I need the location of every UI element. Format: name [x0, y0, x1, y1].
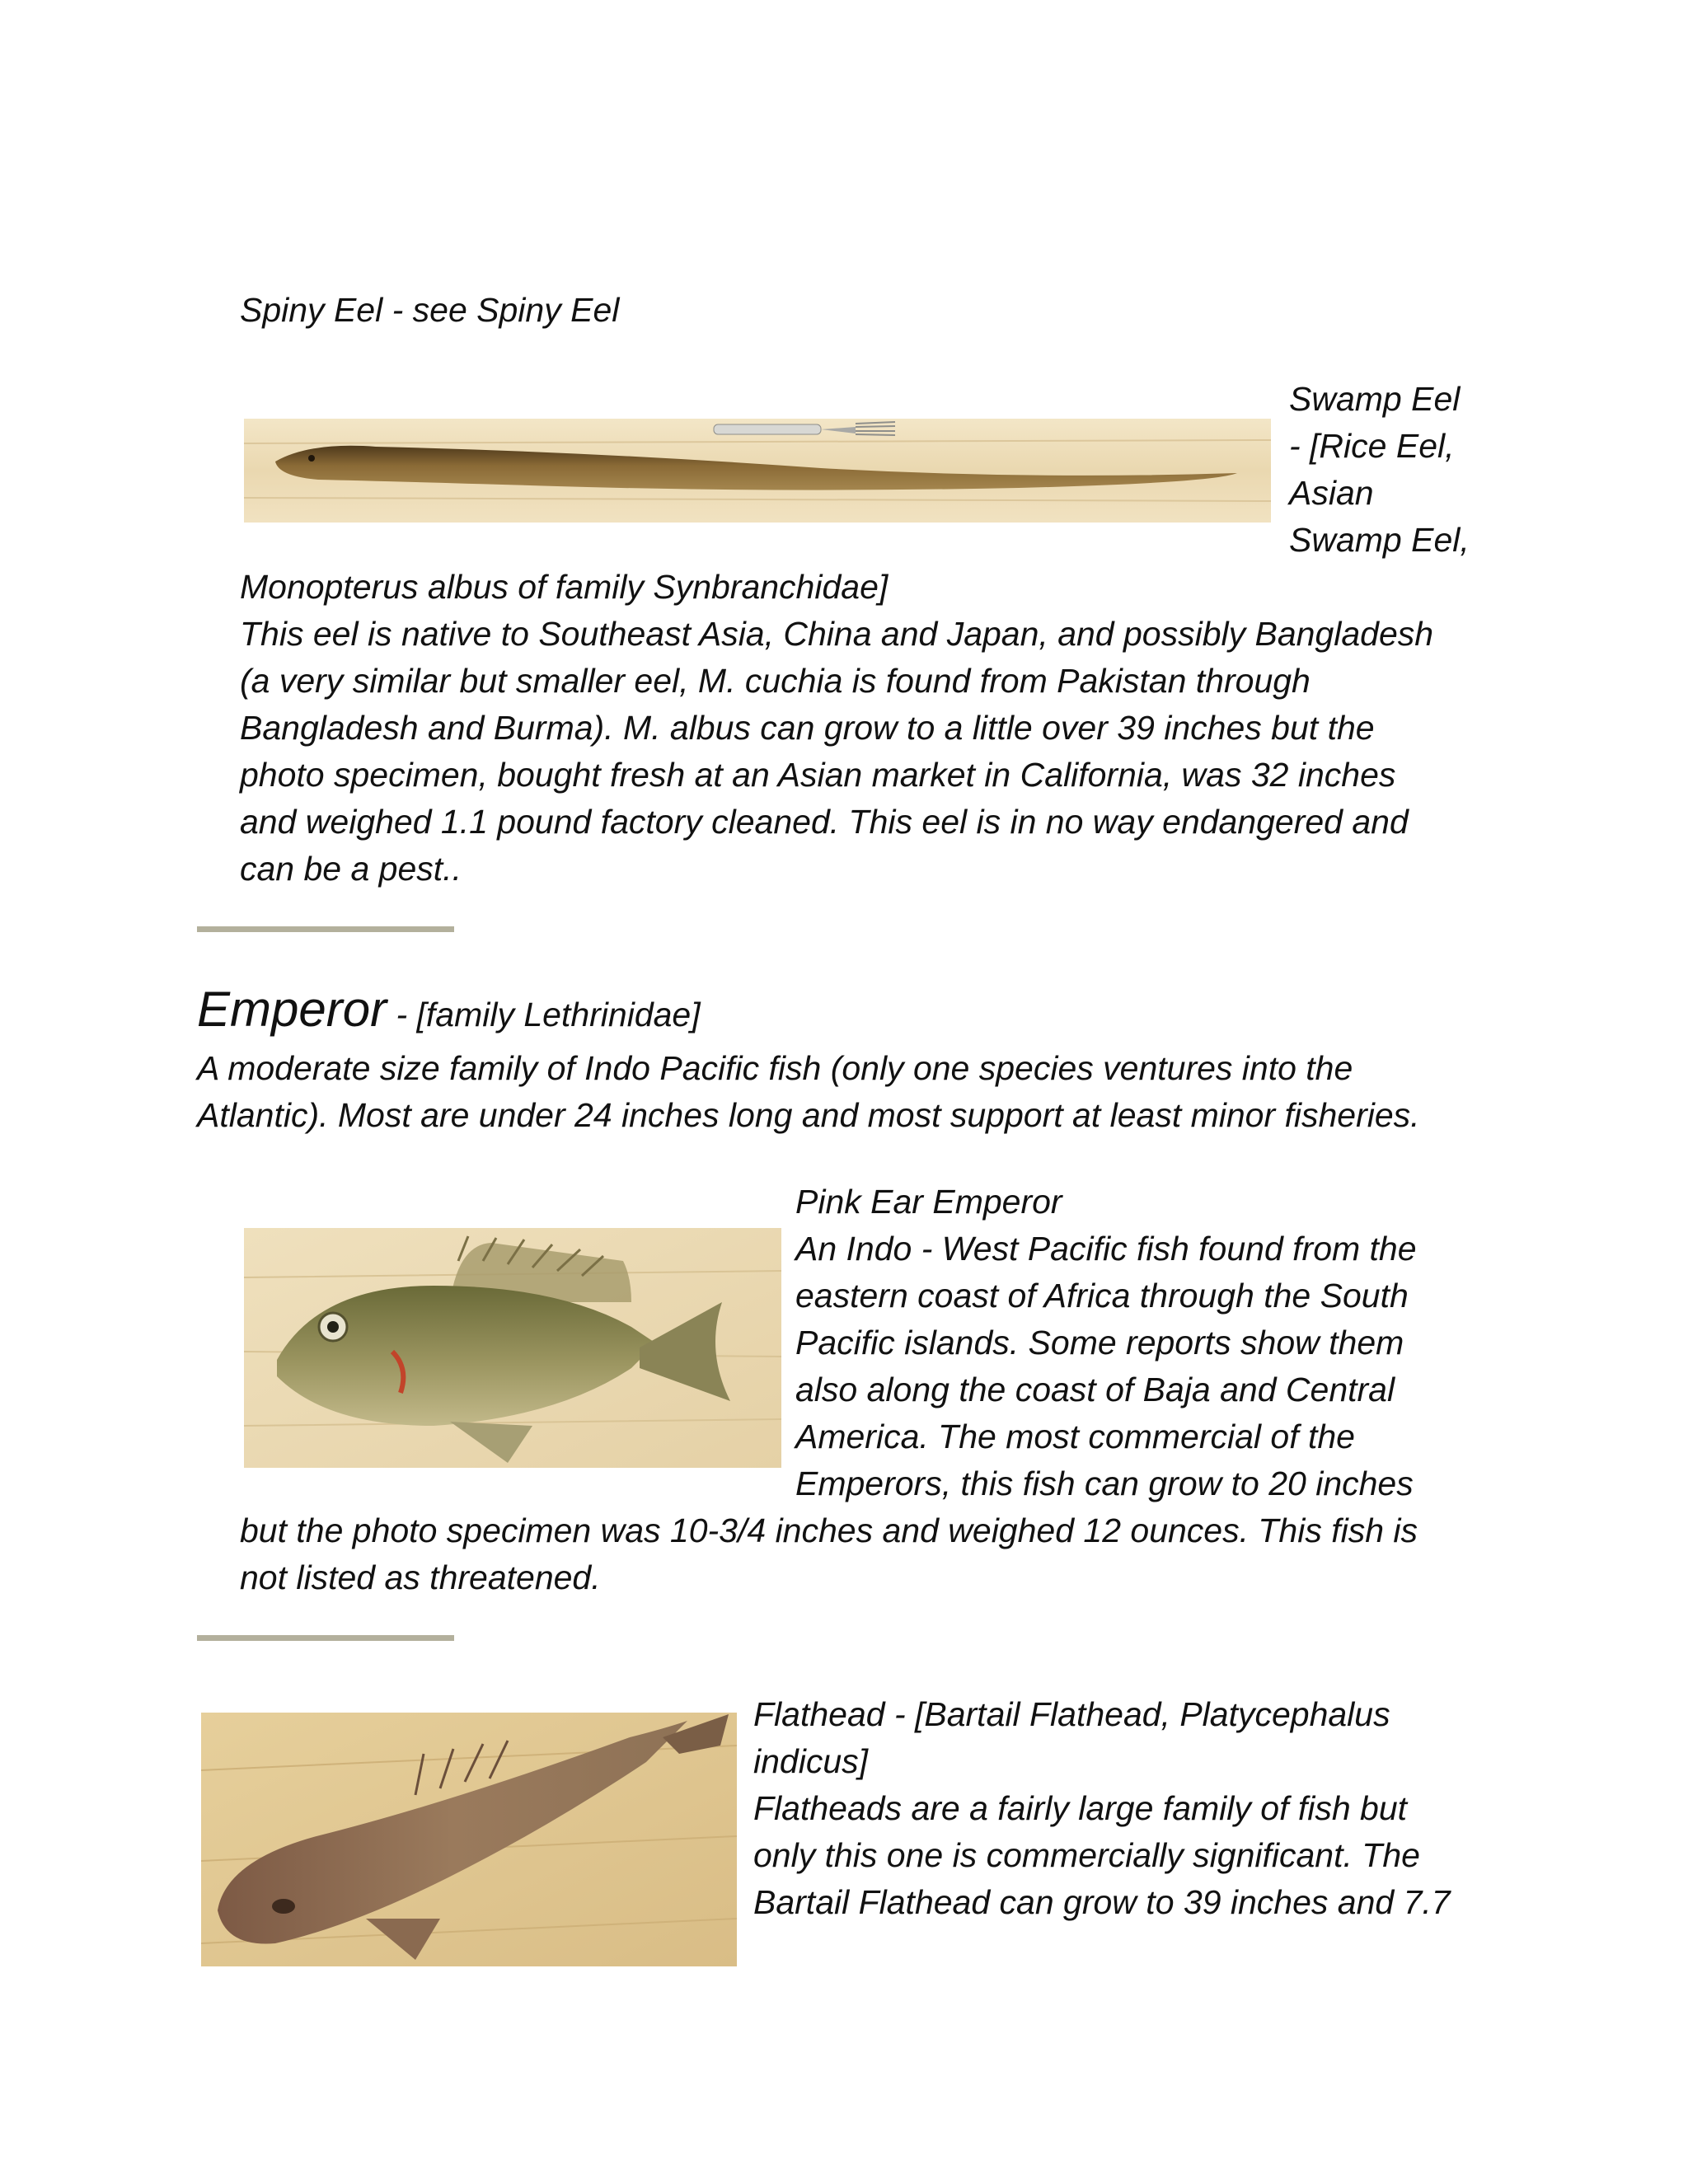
swamp-eel-body-line: can be a pest..	[240, 850, 462, 888]
flathead-caption-line: only this one is commercially significant. The	[753, 1836, 1420, 1874]
pink-ear-emperor-photo	[244, 1228, 781, 1468]
pink-ear-body-line: not listed as threatened.	[240, 1558, 601, 1596]
swamp-eel-photo	[244, 419, 1271, 523]
emperor-family: - [family Lethrinidae]	[387, 996, 701, 1033]
swamp-eel-caption-line: Swamp Eel,	[1289, 521, 1470, 559]
pink-ear-caption-line: eastern coast of Africa through the South	[795, 1277, 1409, 1315]
swamp-eel-body-line: (a very similar but smaller eel, M. cuchia is found from Pakistan through	[240, 662, 1311, 700]
pink-ear-caption-line: Pacific islands. Some reports show them	[795, 1324, 1404, 1361]
swamp-eel-body-line: photo specimen, bought fresh at an Asian market in California, was 32 inches	[240, 756, 1396, 794]
pink-ear-caption-line: Pink Ear Emperor	[795, 1183, 1062, 1221]
flathead-caption-line: indicus]	[753, 1742, 869, 1780]
pink-ear-caption-line: also along the coast of Baja and Central	[795, 1371, 1395, 1408]
flathead-caption-line: Flathead - [Bartail Flathead, Platycephalus	[753, 1695, 1390, 1733]
pink-ear-caption-line: Emperors, this fish can grow to 20 inches	[795, 1465, 1414, 1502]
swamp-eel-body-line: This eel is native to Southeast Asia, China and Japan, and possibly Bangladesh	[240, 615, 1434, 653]
pink-ear-body-line: but the photo specimen was 10-3/4 inches and weighed 12 ounces. This fish is	[240, 1511, 1418, 1549]
swamp-eel-caption-line: - [Rice Eel,	[1289, 427, 1455, 465]
swamp-eel-body-line: Monopterus albus of family Synbranchidae]	[240, 568, 889, 606]
swamp-eel-caption-line: Swamp Eel	[1289, 380, 1461, 418]
swamp-eel-body-line: Bangladesh and Burma). M. albus can grow to a little over 39 inches but the	[240, 709, 1375, 747]
spiny-eel-reference: Spiny Eel - see Spiny Eel	[240, 291, 620, 329]
emperor-heading	[197, 981, 701, 1038]
pink-ear-caption-line: America. The most commercial of the	[795, 1418, 1355, 1455]
flathead-photo	[201, 1713, 737, 1966]
section-divider	[197, 1635, 454, 1641]
emperor-title: Emperor	[197, 982, 387, 1037]
emperor-intro-line: Atlantic). Most are under 24 inches long and most support at least minor fisheries.	[197, 1096, 1420, 1134]
swamp-eel-caption-line: Asian	[1289, 474, 1374, 512]
pink-ear-caption-line: An Indo - West Pacific fish found from the	[795, 1230, 1417, 1268]
section-divider	[197, 926, 454, 932]
swamp-eel-body-line: and weighed 1.1 pound factory cleaned. This eel is in no way endangered and	[240, 803, 1409, 841]
emperor-intro-line: A moderate size family of Indo Pacific fish (only one species ventures into the	[197, 1049, 1353, 1087]
flathead-caption-line: Flatheads are a fairly large family of fish but	[753, 1789, 1408, 1827]
flathead-caption-line: Bartail Flathead can grow to 39 inches and 7.7	[753, 1883, 1451, 1921]
